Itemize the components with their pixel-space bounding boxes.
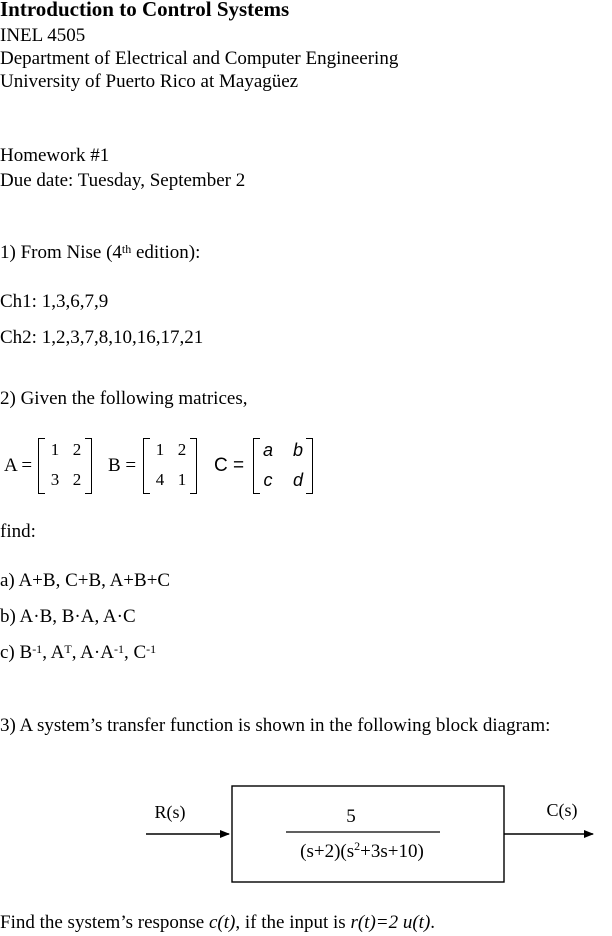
right-bracket [190, 438, 197, 494]
den-part-1: (s+2)(s [300, 841, 355, 862]
matrix-b-r2c2: 1 [177, 470, 187, 489]
department: Department of Electrical and Computer Engineering [0, 48, 399, 69]
q1-prefix: 1) From Nise (4 [0, 242, 122, 263]
matrix-c-r1c2: b [292, 440, 303, 460]
find-label: find: [0, 521, 36, 542]
matrix-b-r1c2: 2 [177, 440, 187, 459]
q3-find-text-1: Find the system’s response [0, 912, 209, 933]
question-3-intro: 3) A system’s transfer function is shown in the following block diagram: [0, 715, 551, 736]
part-c [0, 642, 156, 664]
den-sup: 2 [354, 839, 361, 853]
matrix-a-r2c2: 2 [72, 470, 82, 489]
matrix-b-label: B = [108, 455, 137, 476]
ch1-problems: Ch1: 1,3,6,7,9 [0, 291, 109, 312]
left-bracket [143, 438, 150, 494]
matrix-c [253, 438, 313, 494]
matrix-a-r2c1: 3 [50, 470, 60, 489]
matrix-c-r2c1: c [263, 470, 273, 490]
ch2-problems: Ch2: 1,2,3,7,8,10,16,17,21 [0, 327, 204, 348]
homework-label: Homework #1 [0, 145, 110, 166]
left-bracket [38, 438, 45, 494]
question-1 [0, 242, 200, 264]
q3-input-signal: r(t)=2 u(t) [350, 912, 431, 933]
q3-response: c(t) [209, 912, 236, 933]
part-c-text-2: , A [42, 642, 65, 663]
matrix-c-r2c2: d [292, 470, 303, 490]
q3-find-end: . [430, 912, 436, 933]
matrix-a-r1c2: 2 [72, 440, 82, 459]
part-c-sup-2: T [64, 642, 72, 656]
part-c-sup-3: -1 [113, 642, 124, 656]
part-b: b) A·B, B·A, A·C [0, 606, 136, 627]
university: University of Puerto Rico at Mayagüez [0, 71, 299, 92]
matrix-b-r1c1: 1 [155, 440, 165, 459]
matrix-a-label: A = [4, 455, 33, 476]
tf-denominator [300, 839, 424, 862]
question-2-intro: 2) Given the following matrices, [0, 388, 248, 409]
matrix-b-r2c1: 4 [155, 470, 165, 489]
part-c-sup-4: -1 [146, 642, 157, 656]
q1-sup: th [121, 242, 132, 256]
matrix-a [38, 438, 92, 494]
transfer-function-block [232, 786, 504, 882]
question-3-find [0, 912, 435, 934]
matrix-c-label: C = [214, 455, 245, 476]
part-c-sup-1: -1 [32, 642, 43, 656]
output-label: C(s) [546, 800, 578, 820]
part-c-text-4: , C [123, 642, 147, 663]
part-a: a) A+B, C+B, A+B+C [0, 570, 171, 591]
right-bracket [85, 438, 92, 494]
right-bracket [306, 438, 313, 494]
den-part-2: +3s+10) [360, 841, 424, 862]
block-diagram [0, 770, 612, 920]
course-code: INEL 4505 [0, 25, 86, 46]
q3-find-text-2: , if the input is [235, 912, 351, 933]
matrix-a-r1c1: 1 [50, 440, 60, 459]
q1-suffix: edition): [131, 242, 201, 263]
input-label: R(s) [154, 802, 186, 822]
tf-numerator: 5 [346, 806, 356, 827]
matrix-c-r1c1: a [262, 440, 273, 460]
due-date: Due date: Tuesday, September 2 [0, 170, 246, 191]
matrix-b [143, 438, 197, 494]
part-c-text-3: , A·A [71, 642, 114, 663]
document-title: Introduction to Control Systems [0, 0, 290, 21]
part-c-text-1: c) B [0, 642, 33, 663]
